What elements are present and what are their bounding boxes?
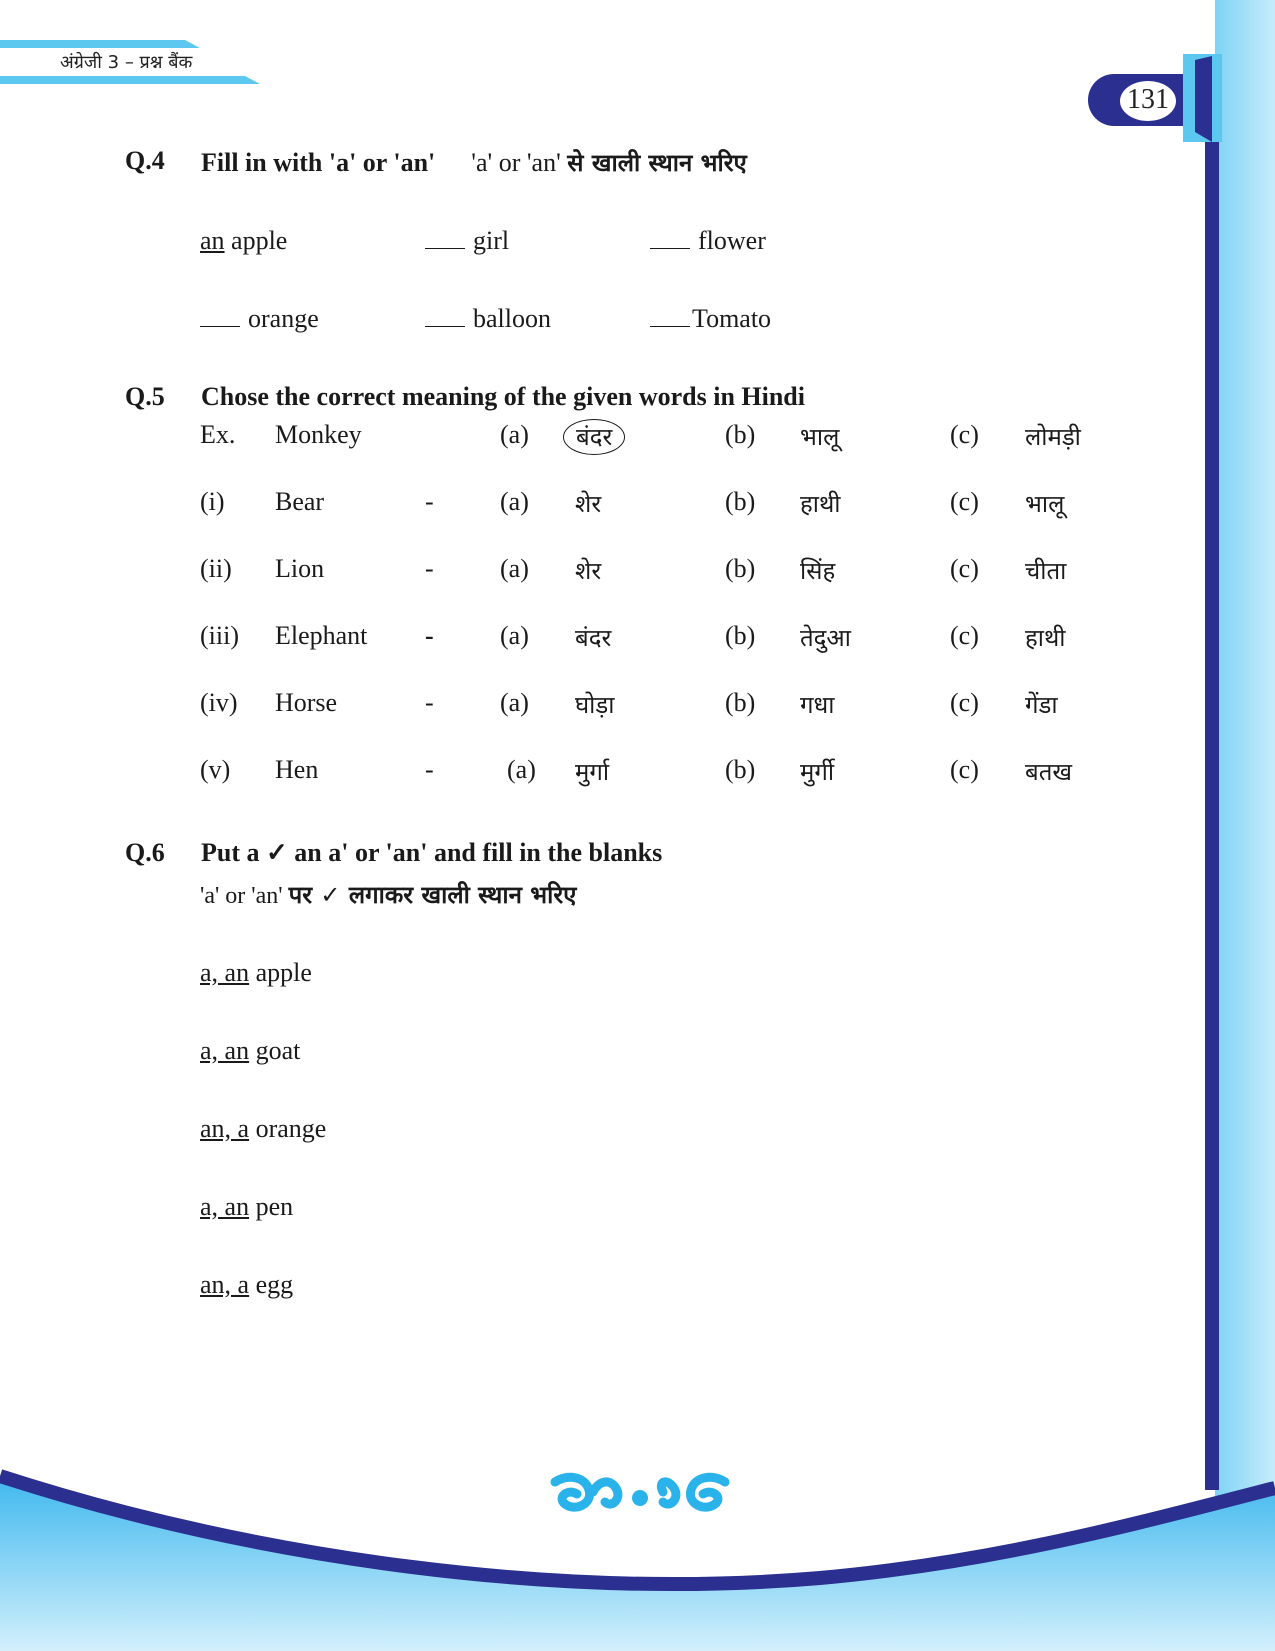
option-b[interactable]: मुर्गी (800, 758, 835, 786)
ornament-icon (545, 1468, 735, 1518)
english-word: Hen (275, 755, 319, 784)
row-number: (ii) (200, 554, 232, 583)
table-row (0, 554, 1275, 594)
q6-word: orange (255, 1114, 327, 1143)
q6-title: Put a ✓ an a' or 'an' and fill in the blanks (201, 838, 663, 867)
table-row (0, 420, 1275, 460)
q6-number: Q.6 (125, 838, 165, 867)
option-label-a: (a) (500, 420, 529, 449)
book-title: अंग्रेजी 3 – प्रश्न बैंक (60, 52, 193, 73)
q4-item (425, 304, 551, 334)
option-label-c: (c) (950, 621, 979, 650)
option-label-b: (b) (725, 487, 756, 516)
option-b[interactable]: गधा (800, 691, 835, 719)
row-number: (iii) (200, 621, 239, 650)
article-options[interactable]: an, a (200, 1114, 250, 1143)
article-options[interactable]: a, an (200, 1192, 250, 1221)
row-number: (i) (200, 487, 225, 516)
q6-item (200, 1036, 300, 1066)
q5-number: Q.5 (125, 382, 165, 411)
option-a[interactable]: शेर (575, 557, 602, 585)
q4-word: Tomato (692, 304, 772, 333)
q6-item (200, 1192, 293, 1222)
q6-hindi-text: पर ✓ लगाकर खाली स्थान भरिए (288, 881, 577, 909)
q4-hindi-text: से खाली स्थान भरिए (567, 149, 747, 177)
option-label-b: (b) (725, 688, 756, 717)
q4-word: girl (473, 226, 510, 255)
option-c[interactable]: गेंडा (1025, 691, 1058, 719)
table-row (0, 688, 1275, 728)
answer-circle: बंदर (563, 419, 625, 455)
option-label-c: (c) (950, 487, 979, 516)
table-row (0, 755, 1275, 795)
row-number: Ex. (200, 420, 236, 449)
option-c[interactable]: भालू (1025, 490, 1065, 518)
option-label-b: (b) (725, 420, 756, 449)
right-band (1215, 0, 1275, 1651)
dash: - (425, 688, 434, 717)
dash: - (425, 755, 434, 784)
blank-line[interactable] (425, 306, 465, 327)
dash: - (425, 487, 434, 516)
q6-item (200, 958, 312, 988)
option-b[interactable]: भालू (800, 423, 840, 451)
article-options[interactable]: a, an (200, 958, 250, 987)
option-a[interactable]: शेर (575, 490, 602, 518)
q4-hindi-prefix: 'a' or 'an' (471, 148, 561, 177)
q4-item (650, 226, 766, 256)
option-a[interactable]: मुर्गा (575, 758, 610, 786)
english-word: Bear (275, 487, 325, 516)
page-number: 131 (1127, 84, 1169, 115)
option-label-a: (a) (500, 621, 529, 650)
q4-word: orange (248, 304, 319, 333)
q4-title: Fill in with 'a' or 'an' (201, 148, 436, 177)
q4-word: balloon (473, 304, 551, 333)
option-a[interactable] (575, 419, 625, 455)
q4-word: flower (698, 226, 766, 255)
option-label-c: (c) (950, 755, 979, 784)
q6-word: pen (255, 1192, 294, 1221)
option-b[interactable]: सिंह (800, 557, 836, 585)
q4-item (200, 304, 319, 334)
option-label-a: (a) (500, 554, 529, 583)
english-word: Horse (275, 688, 338, 717)
table-row (0, 487, 1275, 527)
blank-line[interactable] (650, 306, 690, 327)
q4-item (650, 304, 771, 334)
option-label-b: (b) (725, 621, 756, 650)
blank-line[interactable] (425, 228, 465, 249)
q6-word: apple (255, 958, 312, 987)
q6-word: goat (255, 1036, 301, 1065)
option-label-a: (a) (500, 487, 529, 516)
q6-hindi-prefix: 'a' or 'an' (200, 883, 283, 909)
q4-item (200, 226, 287, 256)
option-b[interactable]: हाथी (800, 490, 841, 518)
q4-item (425, 226, 509, 256)
english-word: Lion (275, 554, 325, 583)
option-c[interactable]: हाथी (1025, 624, 1066, 652)
row-number: (v) (200, 755, 231, 784)
option-label-b: (b) (725, 755, 756, 784)
row-number: (iv) (200, 688, 238, 717)
article-options[interactable]: an, a (200, 1270, 250, 1299)
q4-answer: an (200, 226, 225, 255)
blank-line[interactable] (200, 306, 240, 327)
dash: - (425, 554, 434, 583)
blank-line[interactable] (650, 228, 690, 249)
q6-item (200, 1270, 293, 1300)
q4-word: apple (231, 226, 288, 255)
option-c[interactable]: चीता (1025, 557, 1067, 585)
english-word: Elephant (275, 621, 368, 650)
option-label-b: (b) (725, 554, 756, 583)
article-options[interactable]: a, an (200, 1036, 250, 1065)
option-a[interactable]: बंदर (575, 624, 612, 652)
q4-number: Q.4 (125, 146, 165, 175)
option-label-c: (c) (950, 554, 979, 583)
option-c[interactable]: लोमड़ी (1025, 423, 1081, 451)
dash: - (425, 621, 434, 650)
english-word: Monkey (275, 420, 362, 449)
option-label-c: (c) (950, 420, 979, 449)
q6-word: egg (255, 1270, 294, 1299)
q5-title: Chose the correct meaning of the given words in Hindi (201, 382, 805, 411)
table-row (0, 621, 1275, 661)
option-label-a: (a) (500, 688, 529, 717)
q6-item (200, 1114, 326, 1144)
option-label-c: (c) (950, 688, 979, 717)
q6-hindi-instruction (200, 878, 576, 911)
option-c[interactable]: बतख (1025, 758, 1073, 786)
option-a[interactable]: घोड़ा (575, 691, 615, 719)
option-label-a: (a) (507, 755, 536, 784)
option-b[interactable]: तेदुआ (800, 624, 851, 652)
